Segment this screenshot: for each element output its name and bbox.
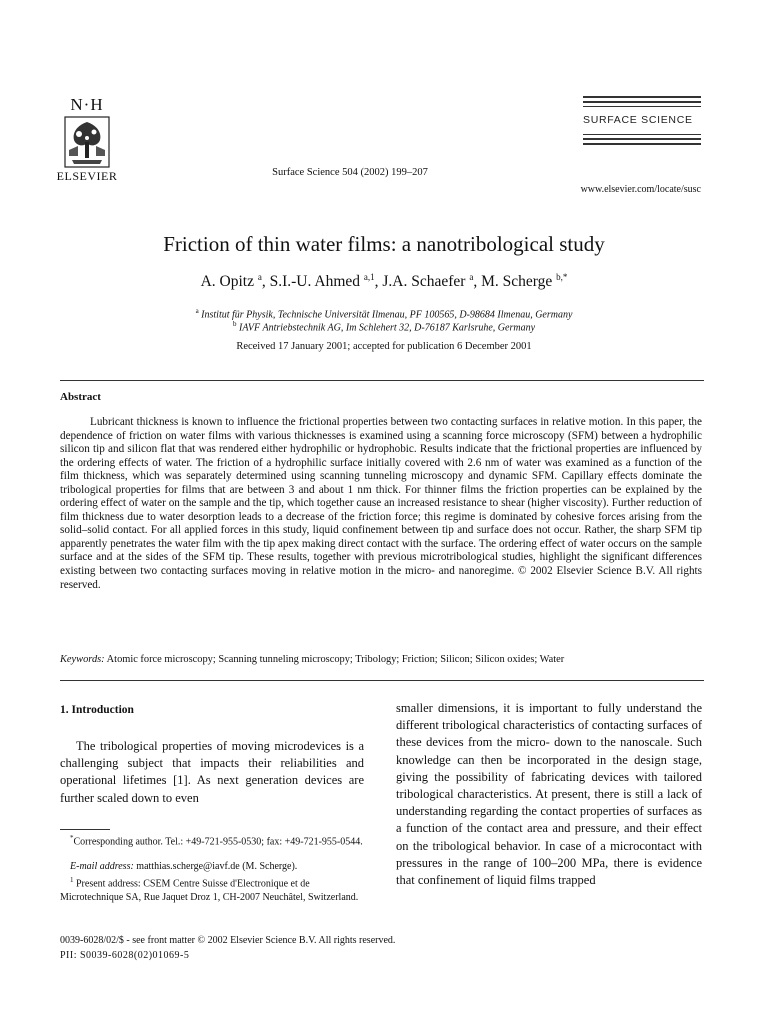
footnote-mark: *: [70, 834, 74, 842]
section-divider: [60, 380, 704, 381]
affiliation-text: Institut für Physik, Technische Universität Ilmenau, PF 100565, D-98684 Ilmenau, Germany: [201, 309, 573, 321]
keywords-label: Keywords:: [60, 654, 105, 665]
author-name: J.A. Schaefer: [382, 273, 466, 291]
journal-brand: [583, 96, 701, 148]
affiliation-mark: b: [232, 320, 237, 328]
author-name: M. Scherge: [481, 273, 553, 291]
brand-stripe: [583, 143, 701, 145]
brand-stripe: [583, 101, 701, 103]
footnote-present-address: [60, 874, 364, 904]
journal-url-link[interactable]: www.elsevier.com/locate/susc: [580, 184, 701, 195]
section-heading-introduction: 1. Introduction: [60, 704, 134, 716]
copyright-line: 0039-6028/02/$ - see front matter © 2002 Elsevier Science B.V. All rights reserved.: [60, 935, 396, 946]
email-link[interactable]: matthias.scherge@iavf.de (M. Scherge).: [136, 861, 298, 872]
affiliation-mark: a: [195, 307, 199, 315]
author-name: A. Opitz: [200, 273, 254, 291]
footnote-mark: 1: [70, 876, 74, 884]
affiliation-text: IAVF Antriebstechnik AG, Im Schlehert 32, D-76187 Karlsruhe, Germany: [238, 322, 536, 334]
author-name: S.I.-U. Ahmed: [269, 273, 361, 291]
brand-stripe: [583, 106, 701, 107]
author-affiliation-mark: a: [257, 272, 262, 282]
brand-stripe: [583, 134, 701, 135]
affiliation: [60, 307, 708, 320]
received-dates: Received 17 January 2001; accepted for publication 6 December 2001: [236, 341, 532, 352]
section-divider: [60, 680, 704, 681]
publisher-logo: [52, 96, 122, 183]
email-label: E-mail address:: [70, 861, 134, 872]
journal-citation: Surface Science 504 (2002) 199–207: [272, 167, 428, 178]
logo-mark-text: N·H: [70, 95, 104, 114]
body-text-left-column: The tribological properties of moving microdevices is a challenging subject that impacts their reliabilities and operational lifetimes [1]. As next generation devices are further scaled down to even: [60, 739, 364, 805]
abstract-heading: Abstract: [60, 391, 101, 403]
publisher-name: ELSEVIER: [56, 169, 118, 183]
author-list: A. Opitz $^a$, S.I.-U. Ahmed $^{a,1}$, J.A. Schaefer $^a$, M. Scherge $^{b,*}$: [200, 272, 568, 291]
paper-title: Friction of thin water films: a nanotribological study: [163, 232, 605, 256]
affiliation: [60, 320, 708, 333]
body-text-right-column: smaller dimensions, it is important to fully understand the different tribological characteristics of contacting surfaces of these devices from the micro- down to the nanoscale. Such knowledge can then be incorporated in the design stage, giving the possibility of fabricating devices with tailored tribological characteristics. At present, there is still a lack of understanding regarding the contact properties of surfaces as a function of the contact area and pressure, and their effect on the tribological behavior. In case of a microcontact with pressures in the range of 100–200 MPa, there is evidence that confinement of liquid films trapped: [396, 701, 702, 888]
footnote-text: Corresponding author. Tel.: +49-721-955-0530; fax: +49-721-955-0544.: [73, 836, 363, 848]
author-affiliation-mark: a,1: [363, 272, 375, 282]
footnote-divider: [60, 829, 110, 830]
abstract-text: Lubricant thickness is known to influence the frictional properties between two contacting surfaces in relative motion. In this paper, the dependence of friction on water films with various thicknesses is examined using a scanning force microscopy (SFM) between a hydrophilic silicon tip and silicon flat that was rendered either hydrophilic or hydrophobic. Results indicate that the frictional properties are influenced by the ordering effects of water. The friction of a hydrophilic surface initially covered with 2.6 nm of water was examined as a function of the film thickness, which was separately determined using scanning tunneling microscopy and dynamic SFM. Capillary effects dominate the tribological properties for films that are between 3 and about 1 nm thick. For thinner films the friction properties can be explained by the ordering effect of water on the sample and the tip, which together cause an increased resistance to shear (higher viscosity). Further reduction of film thickness due to water desorption leads to a decrease of the friction force; this regime is dominated by cohesive forces arising from the solid–solid contact. For all applied forces in this study, liquid confinement between tip and surface does not occur. Rather, the sharp SFM tip apparently penetrates the water film with the tip apex making direct contact with the surface. The ordering effect of water occurs on the sample surface and at the sides of the SFM tip. These results, together with previous microtribological studies, highlight the significant differences existing between two contacting surfaces moving in relative motion in the micro- and nanoregime. © 2002 Elsevier Science B.V. All rights reserved.: [60, 416, 702, 591]
author-affiliation-mark: b,*: [556, 272, 568, 282]
keywords: [60, 654, 702, 665]
author-affiliation-mark: a: [469, 272, 474, 282]
brand-stripe: [583, 96, 701, 98]
footnote-corresponding-author: [60, 832, 364, 849]
journal-brand-name: SURFACE SCIENCE: [583, 114, 693, 126]
footnote-text: Present address: CSEM Centre Suisse d'Electronique et de Microtechnique SA, Rue Jaquet Droz 1, CH-2007 Neuchâtel, Switzerland.: [60, 878, 359, 903]
elsevier-tree-icon: [64, 116, 110, 168]
footnote-email: [60, 860, 364, 874]
keywords-text: Atomic force microscopy; Scanning tunneling microscopy; Tribology; Friction; Silicon; Silicon oxides; Water: [106, 654, 565, 665]
pii-line: PII: S0039-6028(02)01069-5: [60, 950, 190, 961]
brand-stripe: [583, 138, 701, 140]
